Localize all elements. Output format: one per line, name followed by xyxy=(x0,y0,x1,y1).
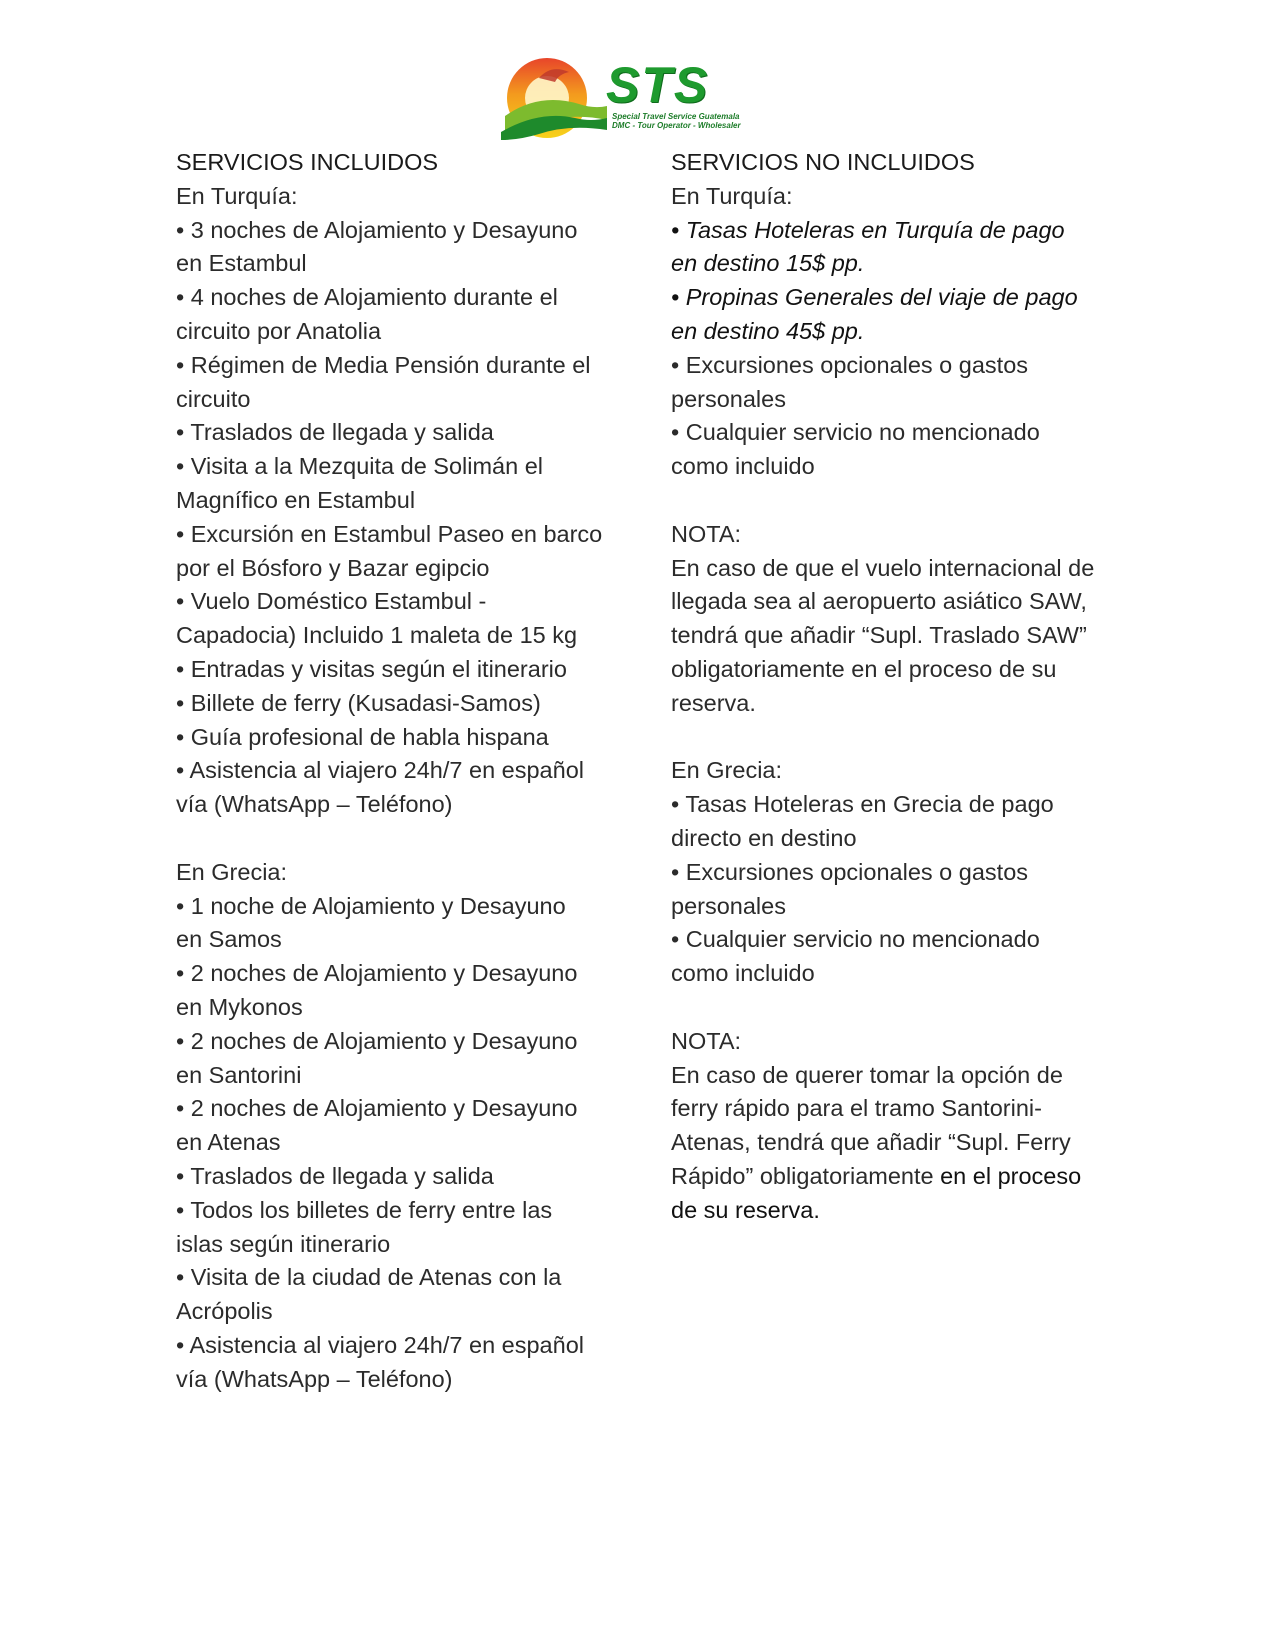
brand-tagline xyxy=(612,112,772,130)
not-included-greece-list xyxy=(671,788,1111,991)
included-turkey-label: En Turquía: xyxy=(176,182,298,209)
list-item: • Entradas y visitas según el itinerario xyxy=(176,655,567,682)
list-item: • Cualquier servicio no mencionado xyxy=(671,926,1040,953)
note-line: llegada sea al aeropuerto asiático SAW, xyxy=(671,588,1087,615)
not-included-services-column xyxy=(671,146,1111,1228)
list-item: en destino 45$ pp. xyxy=(671,317,865,344)
list-item: • 2 noches de Alojamiento y Desayuno xyxy=(176,1027,578,1054)
list-item: • Propinas Generales del viaje de pago xyxy=(671,284,1078,311)
note-ferry xyxy=(671,1059,1111,1228)
not-included-turkey-label: En Turquía: xyxy=(671,182,793,209)
list-item: • Cualquier servicio no mencionado xyxy=(671,419,1040,446)
list-item: Capadocia) Incluido 1 maleta de 15 kg xyxy=(176,622,578,649)
list-item: • Excursión en Estambul Paseo en barco xyxy=(176,520,603,547)
note-label: NOTA: xyxy=(671,520,742,547)
list-item: • Vuelo Doméstico Estambul - xyxy=(176,588,487,615)
spacer xyxy=(176,822,616,856)
note-line: tendrá que añadir “Supl. Traslado SAW” xyxy=(671,622,1087,649)
list-item: • Tasas Hoteleras en Turquía de pago xyxy=(671,216,1065,243)
note-line: obligatoriamente en el proceso de su xyxy=(671,655,1057,682)
company-logo xyxy=(499,54,764,140)
list-item: • Asistencia al viajero 24h/7 en español xyxy=(176,757,584,784)
list-item: personales xyxy=(671,892,786,919)
not-included-heading: SERVICIOS NO INCLUIDOS xyxy=(671,149,975,175)
note-label: NOTA: xyxy=(671,1027,742,1054)
list-item: en Estambul xyxy=(176,250,307,277)
list-item: • Billete de ferry (Kusadasi-Samos) xyxy=(176,689,541,716)
note-line: de su reserva. xyxy=(671,1196,820,1223)
list-item: • Visita de la ciudad de Atenas con la xyxy=(176,1264,562,1291)
list-item: como incluido xyxy=(671,960,815,987)
list-item: • Traslados de llegada y salida xyxy=(176,419,494,446)
note-line: ferry rápido para el tramo Santorini- xyxy=(671,1095,1042,1122)
included-turkey-list xyxy=(176,214,616,822)
list-item: en Santorini xyxy=(176,1061,302,1088)
list-item: Acrópolis xyxy=(176,1298,273,1325)
list-item: • 2 noches de Alojamiento y Desayuno xyxy=(176,960,578,987)
note-line: En caso de querer tomar la opción de xyxy=(671,1061,1063,1088)
included-greece-label: En Grecia: xyxy=(176,858,288,885)
brand-tagline-line: Special Travel Service Guatemala xyxy=(612,112,740,121)
list-item: • Régimen de Media Pensión durante el xyxy=(176,351,591,378)
list-item: islas según itinerario xyxy=(176,1230,391,1257)
list-item: en Mykonos xyxy=(176,993,303,1020)
list-item: • 1 noche de Alojamiento y Desayuno xyxy=(176,892,566,919)
list-item: • 4 noches de Alojamiento durante el xyxy=(176,284,558,311)
list-item: • 3 noches de Alojamiento y Desayuno xyxy=(176,216,578,243)
list-item: • Guía profesional de habla hispana xyxy=(176,723,549,750)
list-item: • Excursiones opcionales o gastos xyxy=(671,858,1029,885)
list-item: vía (WhatsApp – Teléfono) xyxy=(176,791,453,818)
list-item: • Asistencia al viajero 24h/7 en español xyxy=(176,1331,584,1358)
list-item: en Atenas xyxy=(176,1129,281,1156)
list-item: • 2 noches de Alojamiento y Desayuno xyxy=(176,1095,578,1122)
spacer xyxy=(671,991,1111,1025)
note-line: Atenas, tendrá que añadir “Supl. Ferry xyxy=(671,1129,1071,1156)
list-item: • Traslados de llegada y salida xyxy=(176,1162,494,1189)
note-line: En caso de que el vuelo internacional de xyxy=(671,554,1095,581)
included-heading: SERVICIOS INCLUIDOS xyxy=(176,149,439,175)
note-line xyxy=(671,1160,1111,1194)
not-included-turkey-list xyxy=(671,214,1111,484)
list-item: directo en destino xyxy=(671,824,857,851)
included-greece-list xyxy=(176,890,616,1397)
list-item: por el Bósforo y Bazar egipcio xyxy=(176,554,490,581)
brand-tagline-line: DMC - Tour Operator - Wholesaler xyxy=(612,121,741,130)
note-text-emphasis: en el proceso xyxy=(940,1162,1082,1189)
included-services-column xyxy=(176,146,616,1396)
list-item: como incluido xyxy=(671,453,815,480)
spacer xyxy=(671,721,1111,755)
spacer xyxy=(671,484,1111,518)
list-item: • Excursiones opcionales o gastos xyxy=(671,351,1029,378)
list-item: en destino 15$ pp. xyxy=(671,250,865,277)
brand-name: STS xyxy=(606,57,710,113)
note-line: reserva. xyxy=(671,689,756,716)
list-item: circuito por Anatolia xyxy=(176,317,382,344)
sun-landscape-icon xyxy=(499,54,609,140)
list-item: en Samos xyxy=(176,926,282,953)
list-item: Magnífico en Estambul xyxy=(176,486,416,513)
list-item: circuito xyxy=(176,385,251,412)
list-item: • Tasas Hoteleras en Grecia de pago xyxy=(671,791,1054,818)
list-item: vía (WhatsApp – Teléfono) xyxy=(176,1365,453,1392)
list-item: personales xyxy=(671,385,786,412)
list-item: • Todos los billetes de ferry entre las xyxy=(176,1196,553,1223)
note-saw xyxy=(671,552,1111,721)
list-item: • Visita a la Mezquita de Solimán el xyxy=(176,453,544,480)
note-text: Rápido” obligatoriamente xyxy=(671,1162,941,1189)
not-included-greece-label: En Grecia: xyxy=(671,757,783,784)
